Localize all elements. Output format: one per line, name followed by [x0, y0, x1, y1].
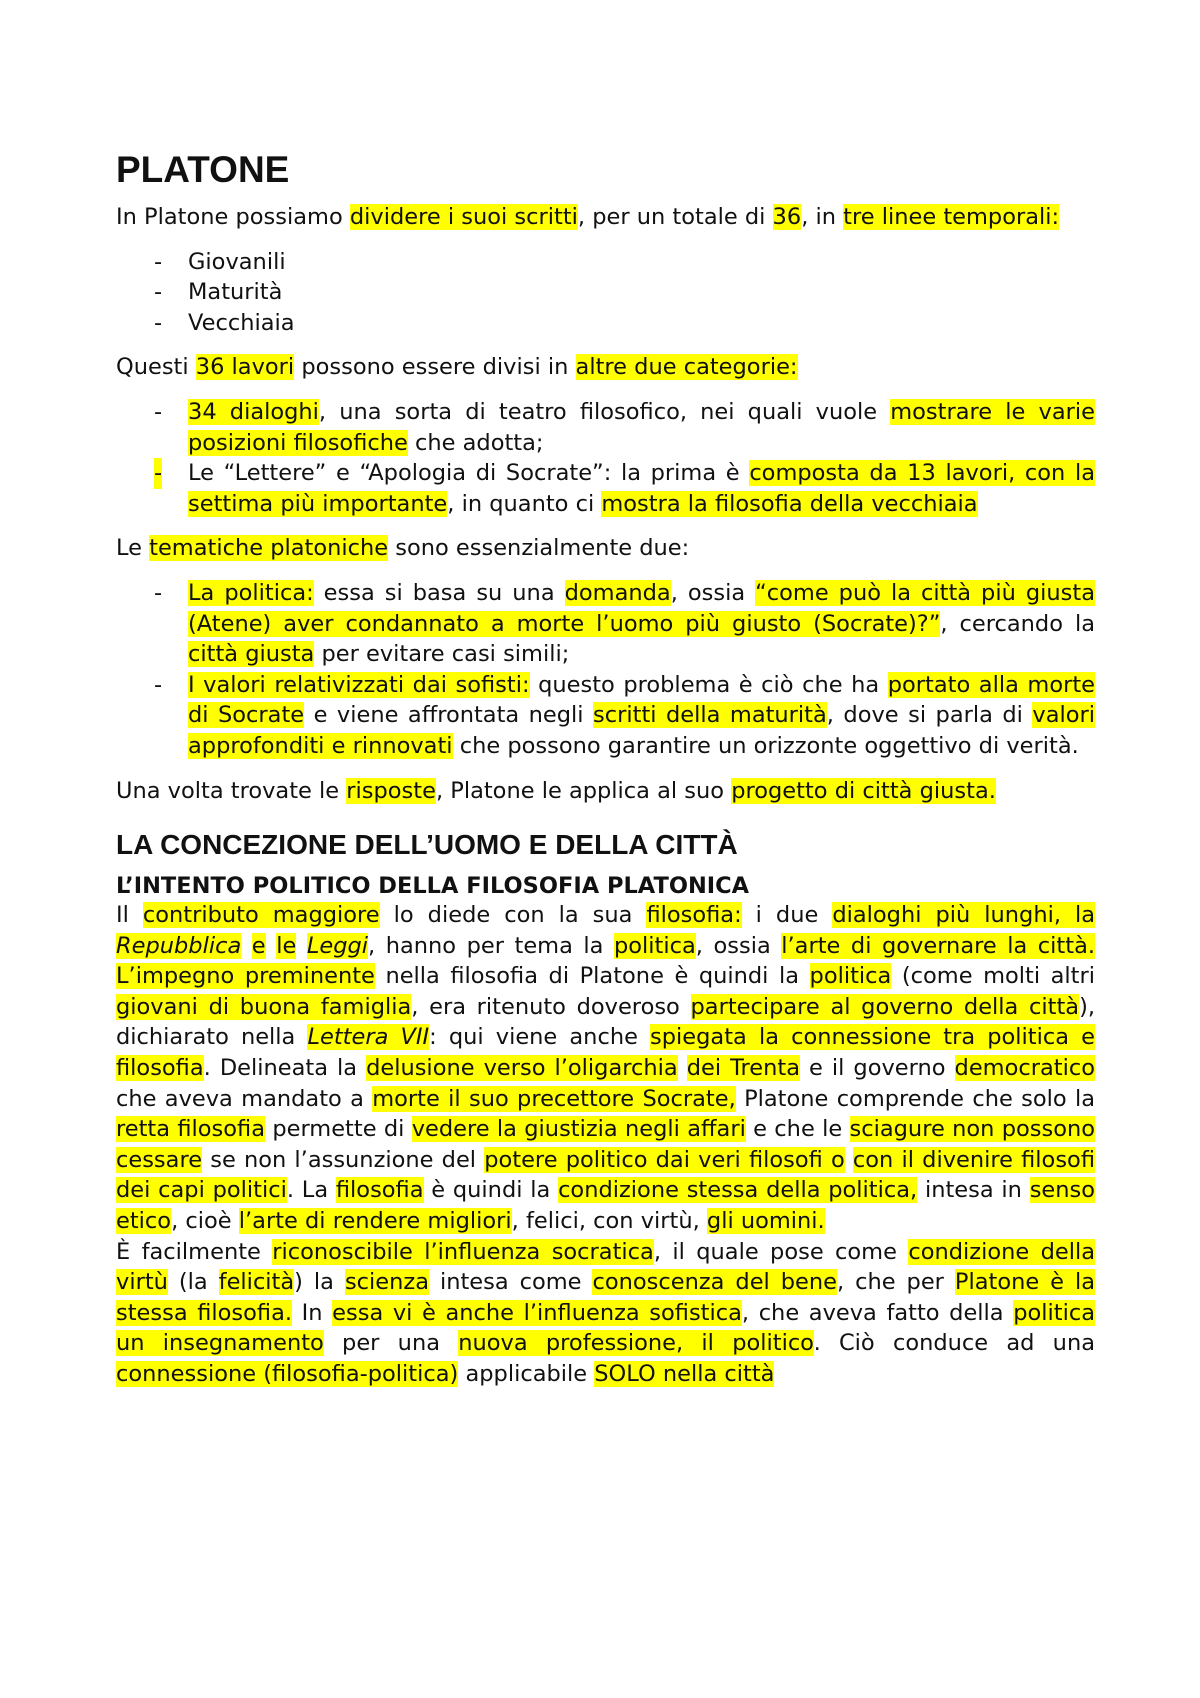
works-paragraph — [116, 352, 1095, 383]
text: applicabile — [458, 1361, 595, 1387]
text: ), dichiarato nella — [116, 993, 1095, 1051]
categories-list — [116, 397, 1095, 519]
text — [845, 1147, 853, 1173]
text: In Platone possiamo — [116, 204, 350, 230]
list-item-text: Maturità — [188, 279, 283, 306]
dash-bullet: - — [154, 579, 163, 606]
list-item — [116, 308, 1095, 339]
text: Il — [116, 902, 143, 929]
text: , dove si parla di — [826, 702, 1033, 729]
text: , in — [801, 204, 844, 230]
text: , ossia — [670, 579, 756, 606]
list-item — [116, 247, 1095, 278]
highlight-italic: Leggi — [306, 932, 369, 959]
text: Le — [116, 535, 150, 562]
list-item-text: Giovanili — [188, 248, 286, 275]
highlight: dialoghi più lunghi, la — [832, 902, 1096, 929]
highlight: gli uomini. — [706, 1208, 825, 1235]
text: per una — [323, 1330, 459, 1357]
list-item-text: Vecchiaia — [188, 309, 295, 336]
highlight: sciagure non possono cessare — [116, 1116, 1095, 1173]
highlight: progetto di città giusta. — [731, 777, 996, 804]
highlight: 34 dialoghi — [188, 398, 319, 425]
text: che adotta; — [407, 429, 544, 456]
highlight: condizione della virtù — [116, 1238, 1095, 1296]
highlight: mostrare le varie posizioni filosofiche — [188, 398, 1095, 456]
section-heading: LA CONCEZIONE DELL’UOMO E DELLA CITTÀ — [116, 829, 738, 861]
text: Una volta trovate le — [116, 777, 347, 804]
dash-bullet: - — [154, 458, 162, 489]
text: questo problema è ciò che ha — [529, 671, 888, 698]
closing-paragraph — [116, 776, 1095, 807]
highlight: condizione stessa della politica, — [558, 1177, 918, 1204]
text: (la — [167, 1269, 219, 1296]
highlight: approfonditi e rinnovati — [188, 732, 453, 759]
text: , che aveva fatto della — [741, 1299, 1014, 1326]
text: , ossia — [695, 932, 782, 959]
text: (come molti altri — [891, 963, 1095, 990]
highlight: filosofia: — [646, 902, 742, 929]
text: intesa come — [428, 1269, 593, 1296]
highlight: domanda — [564, 579, 671, 606]
text: , che per — [836, 1269, 955, 1296]
text: sono essenzialmente due: — [388, 535, 690, 562]
highlight: conoscenza del bene — [592, 1269, 837, 1296]
text: è quindi la — [423, 1177, 559, 1204]
highlight: scritti della maturità — [593, 702, 827, 729]
text: , in quanto ci — [447, 490, 602, 517]
highlight: democratico — [954, 1055, 1095, 1082]
highlight-italic: Lettera VII — [307, 1024, 430, 1051]
highlight: con il divenire filosofi dei capi politici — [116, 1146, 1095, 1204]
highlight: le — [276, 932, 297, 959]
highlight: senso etico — [116, 1177, 1096, 1235]
highlight: scienza — [344, 1269, 429, 1296]
text — [296, 933, 307, 959]
list-item — [116, 277, 1095, 308]
text: , cercando la — [940, 610, 1095, 637]
periods-list — [116, 247, 1095, 339]
body-paragraph-2 — [116, 1237, 1095, 1390]
highlight: politica — [614, 932, 696, 959]
text: che possono garantire un orizzonte oggettivo di verità. — [452, 732, 1079, 759]
subsection-heading: L’INTENTO POLITICO DELLA FILOSOFIA PLATONICA — [116, 873, 750, 900]
text: In — [292, 1299, 333, 1326]
highlight: “come può la città più giusta (Atene) aver condannato a morte l’uomo più giusto (Socrate)?” — [188, 579, 1095, 637]
text: e il governo — [800, 1055, 955, 1082]
text: È facilmente — [116, 1238, 273, 1265]
highlight: nuova professione, il politico — [458, 1330, 814, 1357]
highlight: 36 lavori — [195, 354, 295, 381]
text: . Delineata la — [203, 1055, 367, 1082]
highlight: partecipare al governo della città — [690, 993, 1080, 1020]
text: , felici, con virtù, — [511, 1208, 707, 1235]
document-title: PLATONE — [116, 149, 290, 190]
highlight: felicità — [218, 1269, 295, 1296]
dash-bullet: - — [154, 671, 163, 698]
text: . Ciò conduce ad una — [813, 1330, 1095, 1357]
text: : qui viene anche — [429, 1024, 651, 1051]
highlight: La politica: — [188, 579, 314, 606]
text: che aveva mandato a — [116, 1085, 373, 1112]
text: e che le — [745, 1116, 850, 1143]
highlight: composta da 13 lavori, con la settima più importante — [188, 460, 1095, 517]
highlight-italic: Repubblica — [116, 932, 242, 959]
highlight: Platone è la stessa filosofia. — [116, 1269, 1096, 1326]
highlight: altre due categorie: — [575, 354, 798, 381]
highlight: filosofia — [335, 1177, 424, 1204]
list-item — [116, 397, 1095, 458]
text: i due — [741, 902, 833, 929]
highlight: portato alla morte di Socrate — [188, 671, 1096, 729]
highlight: l’arte di governare la città. — [781, 932, 1096, 959]
text — [678, 1055, 687, 1081]
text: ) la — [294, 1269, 345, 1296]
highlight: I valori relativizzati dai sofisti: — [188, 671, 530, 698]
highlight: vedere la giustizia negli affari — [411, 1116, 746, 1143]
highlight: essa vi è anche l’influenza sofistica — [332, 1299, 742, 1326]
dash-bullet: - — [154, 248, 163, 275]
themes-paragraph — [116, 533, 1095, 564]
text: , per un totale di — [577, 204, 773, 230]
highlight: retta filosofia — [116, 1116, 265, 1143]
highlight: dei Trenta — [686, 1055, 801, 1082]
text: essa si basa su una — [313, 579, 565, 606]
highlight: e — [251, 932, 266, 959]
text: per evitare casi simili; — [314, 641, 570, 668]
body-paragraph-1 — [116, 900, 1095, 1237]
text: , una sorta di teatro filosofico, nei quali vuole — [318, 398, 891, 425]
highlight: città giusta — [188, 641, 315, 668]
highlight: tematiche platoniche — [149, 535, 389, 562]
text: e viene affrontata negli — [304, 702, 594, 729]
text: Le “Lettere” e “Apologia di Socrate”: la prima è — [188, 460, 750, 487]
themes-list — [116, 578, 1095, 762]
document-page — [116, 148, 1095, 1390]
text: possono essere divisi in — [294, 354, 576, 381]
highlight: politica — [809, 963, 892, 990]
highlight: connessione (filosofia-politica) — [116, 1361, 459, 1387]
list-item — [116, 670, 1095, 762]
text: , cioè — [171, 1208, 239, 1235]
highlight: dividere i suoi scritti — [349, 204, 578, 230]
text: , hanno per tema la — [368, 932, 614, 959]
text: Platone comprende che solo la — [735, 1085, 1095, 1112]
highlight: risposte — [346, 777, 436, 804]
highlight: morte il suo precettore Socrate, — [372, 1085, 736, 1112]
highlight: potere politico dai veri filosofi o — [484, 1146, 845, 1173]
highlight: L’impegno preminente — [116, 963, 375, 990]
text: permette di — [265, 1116, 412, 1143]
text: lo diede con la sua — [379, 902, 647, 929]
text — [241, 933, 252, 959]
text: , il quale pose come — [653, 1238, 909, 1265]
dash-bullet: - — [154, 279, 163, 306]
highlight: 36 — [772, 204, 802, 230]
text — [266, 933, 277, 959]
text: se non l’assunzione del — [202, 1146, 485, 1173]
dash-bullet: - — [154, 309, 163, 336]
text: . La — [286, 1177, 336, 1204]
text: Questi — [116, 354, 196, 381]
highlight: delusione verso l’oligarchia — [366, 1055, 678, 1082]
highlight: contributo maggiore — [142, 902, 380, 929]
highlight: giovani di buona famiglia — [116, 993, 412, 1020]
text: nella filosofia di Platone è quindi la — [374, 963, 810, 990]
text: , Platone le applica al suo — [435, 777, 732, 804]
list-item — [116, 458, 1095, 519]
text: intesa in — [917, 1177, 1030, 1204]
highlight: l’arte di rendere migliori — [238, 1208, 512, 1235]
highlight: tre linee temporali: — [843, 204, 1060, 230]
highlight: politica un insegnamento — [116, 1299, 1096, 1357]
intro-paragraph — [116, 202, 1095, 233]
text: , era ritenuto doveroso — [411, 993, 691, 1020]
highlight: riconoscibile l’influenza socratica — [272, 1238, 654, 1265]
highlight: valori — [1032, 702, 1096, 729]
list-item — [116, 578, 1095, 670]
dash-bullet: - — [154, 398, 163, 425]
highlight: SOLO nella città — [594, 1361, 775, 1387]
highlight: mostra la filosofia della vecchiaia — [601, 490, 978, 517]
highlight: spiegata la connessione tra politica e filosofia — [116, 1024, 1095, 1082]
